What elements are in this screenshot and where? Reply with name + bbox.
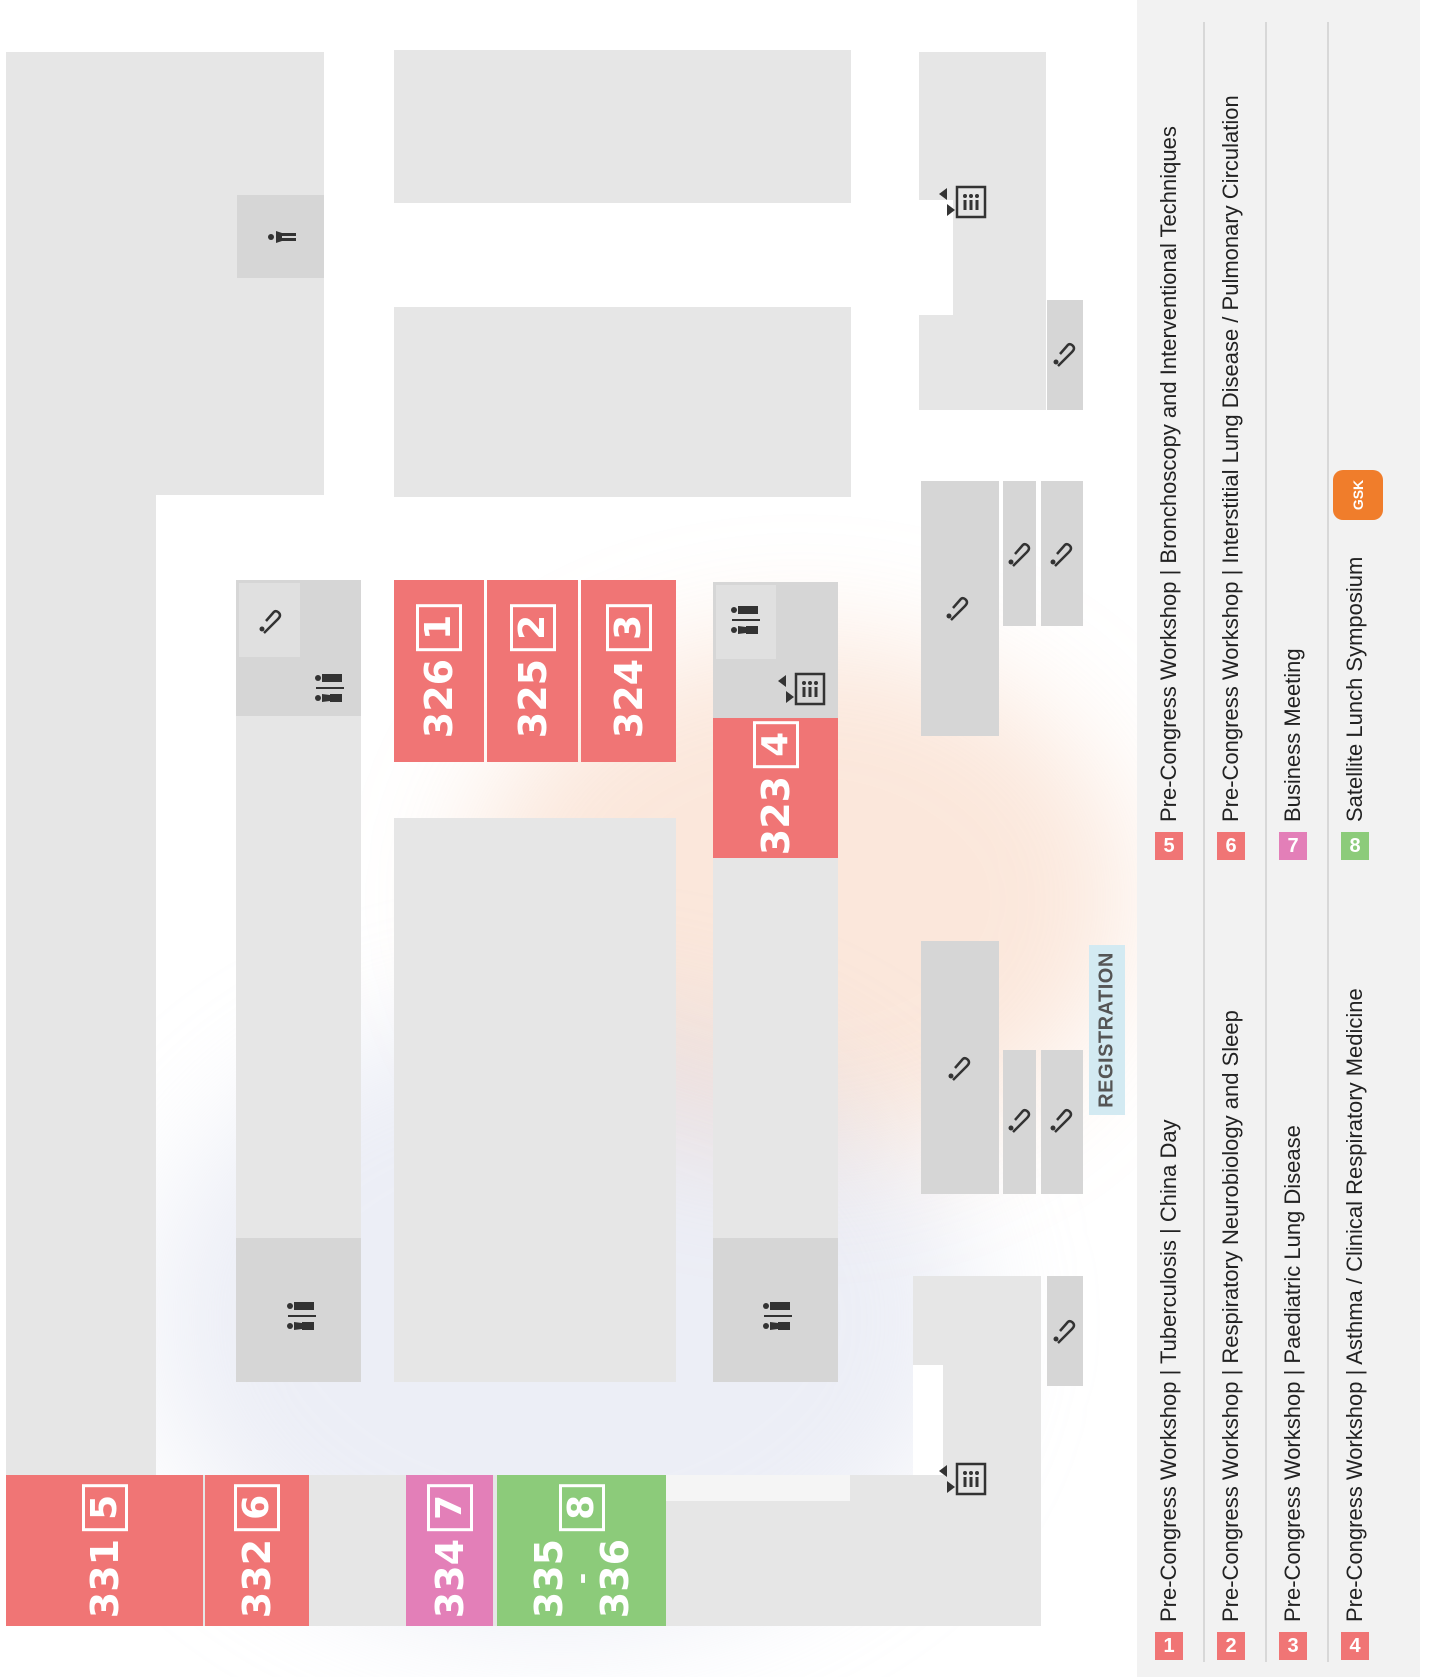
registration-desk	[1089, 945, 1125, 1115]
room-325[interactable]	[487, 580, 578, 762]
escalator-icon	[1003, 538, 1037, 572]
legend-badge: 6	[1217, 832, 1245, 860]
restroom-icon	[284, 1296, 320, 1336]
session-badge: 8	[559, 1483, 605, 1530]
gsk-logo-text: GSK	[1350, 479, 1366, 511]
legend-text: Pre-Congress Workshop | Paediatric Lung Disease	[1280, 1125, 1305, 1622]
gsk-logo	[1333, 470, 1383, 520]
elevator-icon	[936, 183, 988, 221]
hall-block-lower	[394, 818, 676, 1382]
room-323[interactable]	[713, 718, 838, 858]
hall-block-upper	[394, 50, 851, 203]
escalator-icon	[1003, 1104, 1037, 1138]
legend-text: Pre-Congress Workshop | Interstitial Lung Disease / Pulmonary Circulation	[1218, 95, 1243, 822]
session-badge: 5	[82, 1483, 128, 1530]
room-number-top: 335	[526, 1538, 571, 1618]
hall-block-middle	[394, 307, 851, 497]
session-badge: 1	[416, 604, 462, 651]
room-326[interactable]	[394, 580, 484, 762]
legend-text: Business Meeting	[1280, 648, 1305, 822]
restroom-icon	[312, 668, 348, 708]
legend-badge: 7	[1279, 832, 1307, 860]
elevator-icon	[775, 670, 827, 708]
legend-badge: 4	[1341, 1632, 1369, 1660]
legend-text: Pre-Congress Workshop | Respiratory Neurobiology and Sleep	[1218, 1010, 1243, 1622]
escalator-icon	[1045, 1104, 1079, 1138]
room-number-dash: -	[564, 1572, 598, 1584]
session-badge: 2	[510, 604, 556, 651]
legend-badge: 8	[1341, 832, 1369, 860]
escalator-icon	[1048, 338, 1082, 372]
corridor-gap-white	[665, 1475, 850, 1501]
room-334[interactable]	[406, 1475, 493, 1626]
room-number: 325	[510, 658, 555, 739]
legend-badge: 2	[1217, 1632, 1245, 1660]
room-332[interactable]	[205, 1475, 309, 1626]
room-number-bottom: 336	[592, 1538, 637, 1618]
session-badge: 4	[753, 721, 799, 768]
legend-badge: 1	[1155, 1632, 1183, 1660]
legend-text: Satellite Lunch Symposium	[1342, 556, 1367, 822]
room-number: 326	[417, 658, 461, 739]
escalator-icon	[1048, 1315, 1082, 1349]
legend-text: Pre-Congress Workshop | Tuberculosis | China Day	[1156, 1119, 1181, 1622]
room-331[interactable]	[6, 1475, 203, 1626]
legend-divider	[1265, 22, 1267, 1662]
legend-text: Pre-Congress Workshop | Asthma / Clinical Respiratory Medicine	[1342, 988, 1367, 1622]
restroom-icon	[728, 600, 764, 640]
female-restroom-icon	[266, 224, 300, 250]
room-335-336[interactable]	[497, 1475, 666, 1626]
room-324[interactable]	[581, 580, 676, 762]
legend-divider	[1203, 22, 1205, 1662]
legend-badge: 3	[1279, 1632, 1307, 1660]
legend-text: Pre-Congress Workshop | Bronchoscopy and Interventional Techniques	[1156, 126, 1181, 822]
session-badge: 7	[427, 1483, 473, 1530]
room-number: 332	[235, 1538, 279, 1618]
session-badge: 6	[234, 1483, 280, 1530]
elevator-icon	[936, 1460, 988, 1498]
room-number: 324	[606, 658, 651, 739]
escalator-icon	[254, 605, 288, 639]
legend-divider	[1327, 22, 1329, 1662]
room-number-range	[526, 1538, 637, 1618]
room-number: 331	[82, 1538, 127, 1618]
escalator-icon	[1045, 538, 1079, 572]
escalator-icon	[943, 1052, 977, 1086]
wall-block-left-column	[6, 495, 156, 1475]
escalator-icon	[941, 592, 975, 626]
registration-label: REGISTRATION	[1095, 952, 1118, 1108]
room-number: 323	[753, 775, 798, 856]
legend-badge: 5	[1155, 832, 1183, 860]
session-badge: 3	[606, 604, 652, 651]
restroom-icon	[760, 1296, 796, 1336]
room-number: 334	[427, 1538, 472, 1618]
